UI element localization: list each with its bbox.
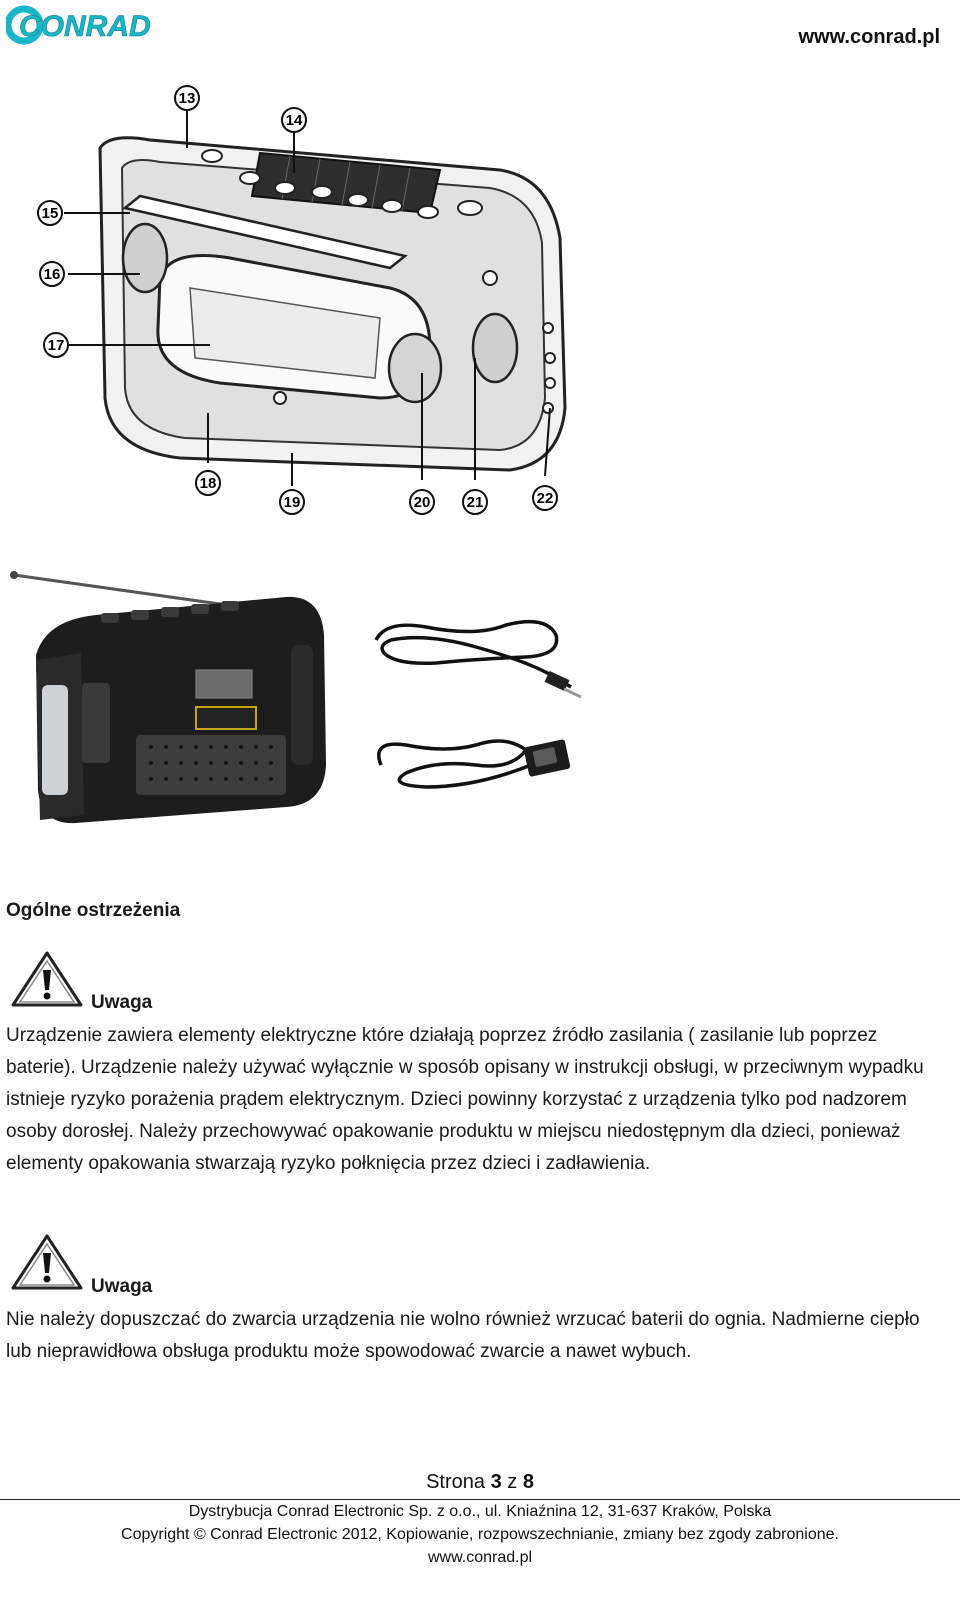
page-prefix: Strona (426, 1471, 485, 1493)
page-number (0, 1471, 960, 1494)
callout-22: 22 (536, 490, 554, 507)
warning-triangle-icon (10, 950, 84, 1013)
footer-copyright: Copyright © Conrad Electronic 2012, Kopiowanie, rozpowszechnianie, zmiany bez zgody zabronione. (121, 1526, 839, 1543)
callout-16: 16 (43, 266, 61, 283)
radio-back-diagram (30, 78, 590, 533)
callout-20: 20 (413, 494, 431, 511)
product-photo (6, 565, 586, 840)
footer-divider (0, 1499, 960, 1500)
warning-label-2: Uwaga (91, 1276, 153, 1297)
warning-text-2: Nie należy dopuszczać do zwarcia urządzenia nie wolno również wrzucać baterii do ognia. Nadmierne ciepło lub nieprawidłowa obsługa produktu może spowodować zwarcie a nawet wybuch. (6, 1309, 920, 1362)
conrad-logo-mark (6, 4, 166, 46)
logo-text: CONRAD (19, 10, 151, 43)
callout-21: 21 (466, 494, 484, 511)
callout-18: 18 (199, 475, 217, 492)
callout-13: 13 (178, 90, 196, 107)
footer-site-url: www.conrad.pl (427, 1549, 533, 1566)
warning-text-1: Urządzenie zawiera elementy elektryczne które działają poprzez źródło zasilania ( zasilanie lub poprzez baterie). Urządzenie należy używać wyłącznie w sposób opisany w instrukcji obsługi, w przeciwnym wypadku istnieje ryzyko porażenia prądem elektrycznym. Dzieci powinny korzystać z urządzenia tylko pod nadzorem osoby dorosłej. Należy przechowywać opakowanie produktu w miejscu niedostępnym dla dzieci, ponieważ elementy opakowania stwarzają ryzyko połknięcia przez dzieci i zadławienia. (6, 1025, 924, 1174)
footer-distributor: Dystrybucja Conrad Electronic Sp. z o.o., ul. Kniaźnina 12, 31-637 Kraków, Polska (188, 1503, 772, 1520)
callout-17: 17 (47, 337, 65, 354)
callout-15: 15 (41, 205, 59, 222)
section-title: Ogólne ostrzeżenia (6, 900, 181, 921)
page-total: 8 (522, 1471, 534, 1493)
warning-triangle-icon (10, 1233, 84, 1296)
conrad-logo (6, 4, 166, 51)
callout-14: 14 (285, 112, 303, 129)
page-current: 3 (490, 1471, 502, 1493)
callout-19: 19 (283, 494, 301, 511)
site-url-header: www.conrad.pl (798, 26, 940, 48)
warning-label-1: Uwaga (91, 992, 153, 1013)
page-sep: z (507, 1471, 518, 1493)
